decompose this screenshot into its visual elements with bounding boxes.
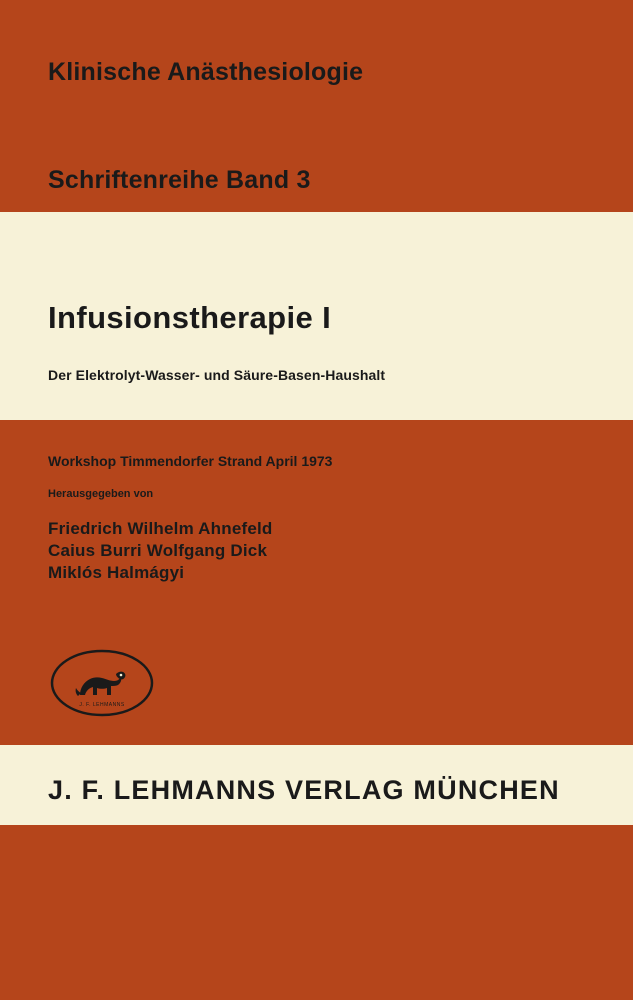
series-volume: Schriftenreihe Band 3 xyxy=(48,166,311,194)
editor-name: Miklós Halmágyi xyxy=(48,563,185,582)
subtitle: Der Elektrolyt-Wasser- und Säure-Basen-Haushalt xyxy=(48,367,386,383)
workshop-info: Workshop Timmendorfer Strand April 1973 xyxy=(48,453,333,469)
series-title: Klinische Anästhesiologie xyxy=(48,58,364,86)
editor-name: Caius Burri Wolfgang Dick xyxy=(48,541,268,560)
publisher-name: J. F. LEHMANNS VERLAG MÜNCHEN xyxy=(48,775,560,805)
lion-oval-publisher-logo xyxy=(50,648,154,718)
svg-text:J. F. LEHMANNS: J. F. LEHMANNS xyxy=(79,702,125,708)
page-title: Infusionstherapie I xyxy=(48,300,332,335)
editor-name: Friedrich Wilhelm Ahnefeld xyxy=(48,519,273,538)
edited-by-label: Herausgegeben von xyxy=(48,488,154,500)
